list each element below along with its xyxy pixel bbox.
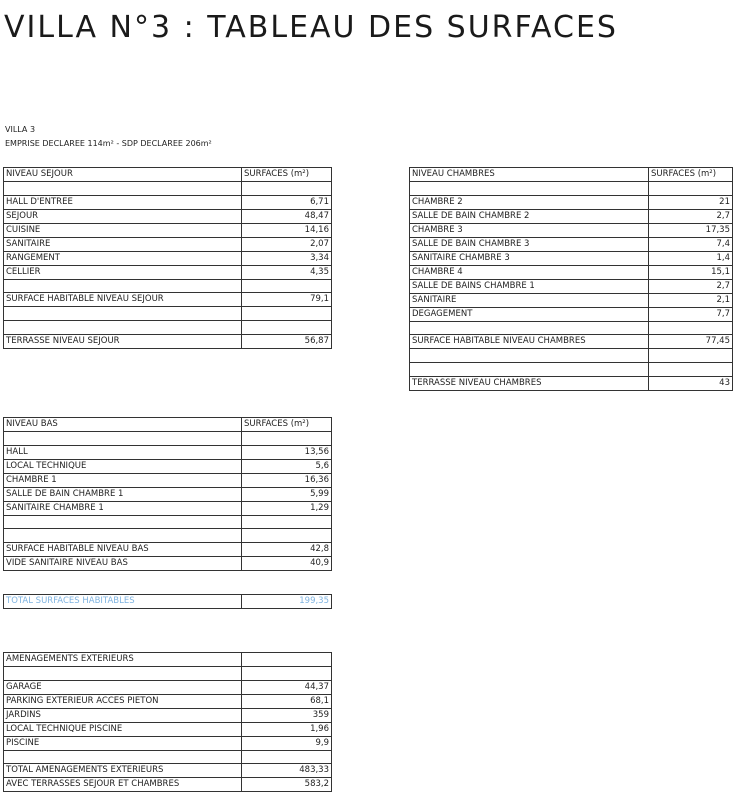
label-cell: SURFACE HABITABLE NIVEAU CHAMBRES (410, 335, 649, 349)
value-cell: 56,87 (242, 334, 332, 348)
label-cell (410, 321, 649, 335)
label-cell: CELLIER (4, 265, 242, 279)
header-label-cell: NIVEAU CHAMBRES (410, 168, 649, 182)
table-row (410, 237, 733, 251)
value-cell (242, 529, 332, 543)
value-cell: 40,9 (242, 557, 332, 571)
label-cell: SANITAIRE CHAMBRE 1 (4, 501, 242, 515)
header-unit-cell: 199,35 (242, 595, 332, 609)
label-cell: LOCAL TECHNIQUE PISCINE (4, 722, 242, 736)
villa-info (5, 123, 212, 151)
value-cell (242, 182, 332, 196)
table-header-row (4, 418, 332, 432)
label-cell (4, 321, 242, 335)
value-cell: 1,96 (242, 722, 332, 736)
label-cell (4, 515, 242, 529)
label-cell: SALLE DE BAIN CHAMBRE 3 (410, 237, 649, 251)
table-row (4, 293, 332, 307)
label-cell: HALL D'ENTREE (4, 195, 242, 209)
table-row (4, 334, 332, 348)
label-cell: CHAMBRE 3 (410, 223, 649, 237)
table-row (4, 694, 332, 708)
label-cell: TERRASSE NIVEAU SEJOUR (4, 334, 242, 348)
value-cell: 2,7 (649, 279, 733, 293)
label-cell: CHAMBRE 2 (410, 195, 649, 209)
label-cell: SURFACE HABITABLE NIVEAU BAS (4, 543, 242, 557)
table-row (4, 195, 332, 209)
value-cell (649, 182, 733, 196)
table-row (4, 722, 332, 736)
value-cell: 2,07 (242, 237, 332, 251)
table-header-row (4, 595, 332, 609)
label-cell (410, 349, 649, 363)
value-cell: 68,1 (242, 694, 332, 708)
label-cell: GARAGE (4, 680, 242, 694)
value-cell (649, 363, 733, 377)
table-niveau-bas (3, 417, 332, 571)
value-cell (242, 432, 332, 446)
table-row (4, 473, 332, 487)
label-cell (4, 432, 242, 446)
table-header-row (4, 168, 332, 182)
label-cell: JARDINS (4, 708, 242, 722)
table-row (4, 778, 332, 792)
header-unit-cell (242, 653, 332, 667)
value-cell: 15,1 (649, 265, 733, 279)
header-label-cell: TOTAL SURFACES HABITABLES (4, 595, 242, 609)
table-row (410, 293, 733, 307)
table-row (4, 487, 332, 501)
value-cell: 483,33 (242, 764, 332, 778)
label-cell: SANITAIRE CHAMBRE 3 (410, 251, 649, 265)
table-niveau-chambres (409, 167, 733, 391)
label-cell: DEGAGEMENT (410, 307, 649, 321)
header-label-cell: NIVEAU BAS (4, 418, 242, 432)
table-header-row (410, 168, 733, 182)
label-cell: TERRASSE NIVEAU CHAMBRES (410, 376, 649, 390)
villa-label: VILLA 3 (5, 125, 36, 134)
table-row (410, 251, 733, 265)
header-unit-cell: SURFACES (m²) (242, 418, 332, 432)
header-unit-cell: SURFACES (m²) (242, 168, 332, 182)
table-row (4, 432, 332, 446)
table-row (4, 515, 332, 529)
value-cell: 359 (242, 708, 332, 722)
label-cell: SANITAIRE (410, 293, 649, 307)
value-cell: 17,35 (649, 223, 733, 237)
label-cell: SALLE DE BAINS CHAMBRE 1 (410, 279, 649, 293)
label-cell: SEJOUR (4, 209, 242, 223)
value-cell: 21 (649, 195, 733, 209)
table-row (4, 279, 332, 293)
label-cell (4, 750, 242, 764)
value-cell: 7,4 (649, 237, 733, 251)
label-cell (410, 182, 649, 196)
label-cell: SALLE DE BAIN CHAMBRE 1 (4, 487, 242, 501)
table-row (410, 195, 733, 209)
value-cell: 3,34 (242, 251, 332, 265)
label-cell: SURFACE HABITABLE NIVEAU SEJOUR (4, 293, 242, 307)
table-row (4, 501, 332, 515)
emprise-sdp-line: EMPRISE DECLAREE 114m² - SDP DECLAREE 206m² (5, 139, 212, 148)
label-cell: LOCAL TECHNIQUE (4, 459, 242, 473)
value-cell: 42,8 (242, 543, 332, 557)
table-amenagements-exterieurs (3, 652, 332, 792)
table-row (4, 223, 332, 237)
value-cell: 9,9 (242, 736, 332, 750)
label-cell: PARKING EXTERIEUR ACCES PIETON (4, 694, 242, 708)
table-row (4, 321, 332, 335)
value-cell: 48,47 (242, 209, 332, 223)
table-row (4, 764, 332, 778)
table-row (410, 335, 733, 349)
table-row (410, 321, 733, 335)
table-row (410, 349, 733, 363)
table-niveau-sejour (3, 167, 332, 349)
table-row (4, 736, 332, 750)
table-row (4, 557, 332, 571)
label-cell: SALLE DE BAIN CHAMBRE 2 (410, 209, 649, 223)
table-row (4, 708, 332, 722)
value-cell: 2,7 (649, 209, 733, 223)
table-row (4, 251, 332, 265)
table-row (4, 543, 332, 557)
label-cell: RANGEMENT (4, 251, 242, 265)
table-row (4, 265, 332, 279)
value-cell (242, 750, 332, 764)
table-row (4, 209, 332, 223)
value-cell: 5,6 (242, 459, 332, 473)
table-row (4, 680, 332, 694)
label-cell (4, 279, 242, 293)
table-row (4, 237, 332, 251)
label-cell: PISCINE (4, 736, 242, 750)
value-cell: 13,56 (242, 445, 332, 459)
label-cell (4, 529, 242, 543)
table-row (4, 459, 332, 473)
page-title: VILLA N°3 : TABLEAU DES SURFACES (4, 10, 618, 45)
value-cell: 1,4 (649, 251, 733, 265)
table-row (410, 182, 733, 196)
table-row (410, 363, 733, 377)
value-cell: 1,29 (242, 501, 332, 515)
table-row (4, 750, 332, 764)
table-total-surfaces-habitables (3, 594, 332, 609)
value-cell (242, 515, 332, 529)
value-cell: 43 (649, 376, 733, 390)
table-row (410, 376, 733, 390)
value-cell: 583,2 (242, 778, 332, 792)
value-cell: 2,1 (649, 293, 733, 307)
value-cell: 16,36 (242, 473, 332, 487)
label-cell (4, 307, 242, 321)
label-cell: VIDE SANITAIRE NIVEAU BAS (4, 557, 242, 571)
label-cell: CHAMBRE 4 (410, 265, 649, 279)
label-cell: CHAMBRE 1 (4, 473, 242, 487)
table-row (4, 529, 332, 543)
value-cell (242, 667, 332, 681)
header-label-cell: NIVEAU SEJOUR (4, 168, 242, 182)
label-cell (4, 667, 242, 681)
table-row (4, 307, 332, 321)
label-cell: SANITAIRE (4, 237, 242, 251)
table-row (4, 182, 332, 196)
label-cell: AVEC TERRASSES SEJOUR ET CHAMBRES (4, 778, 242, 792)
value-cell: 44,37 (242, 680, 332, 694)
table-row (410, 265, 733, 279)
table-row (410, 223, 733, 237)
value-cell: 6,71 (242, 195, 332, 209)
table-row (410, 279, 733, 293)
label-cell: CUISINE (4, 223, 242, 237)
value-cell: 79,1 (242, 293, 332, 307)
value-cell: 14,16 (242, 223, 332, 237)
label-cell (410, 363, 649, 377)
table-row (410, 307, 733, 321)
header-label-cell: AMENAGEMENTS EXTERIEURS (4, 653, 242, 667)
value-cell (649, 349, 733, 363)
value-cell (649, 321, 733, 335)
table-header-row (4, 653, 332, 667)
value-cell: 77,45 (649, 335, 733, 349)
value-cell: 4,35 (242, 265, 332, 279)
value-cell (242, 279, 332, 293)
header-unit-cell: SURFACES (m²) (649, 168, 733, 182)
label-cell: TOTAL AMENAGEMENTS EXTERIEURS (4, 764, 242, 778)
value-cell (242, 321, 332, 335)
table-row (4, 445, 332, 459)
table-row (4, 667, 332, 681)
value-cell (242, 307, 332, 321)
value-cell: 5,99 (242, 487, 332, 501)
label-cell (4, 182, 242, 196)
label-cell: HALL (4, 445, 242, 459)
value-cell: 7,7 (649, 307, 733, 321)
table-row (410, 209, 733, 223)
